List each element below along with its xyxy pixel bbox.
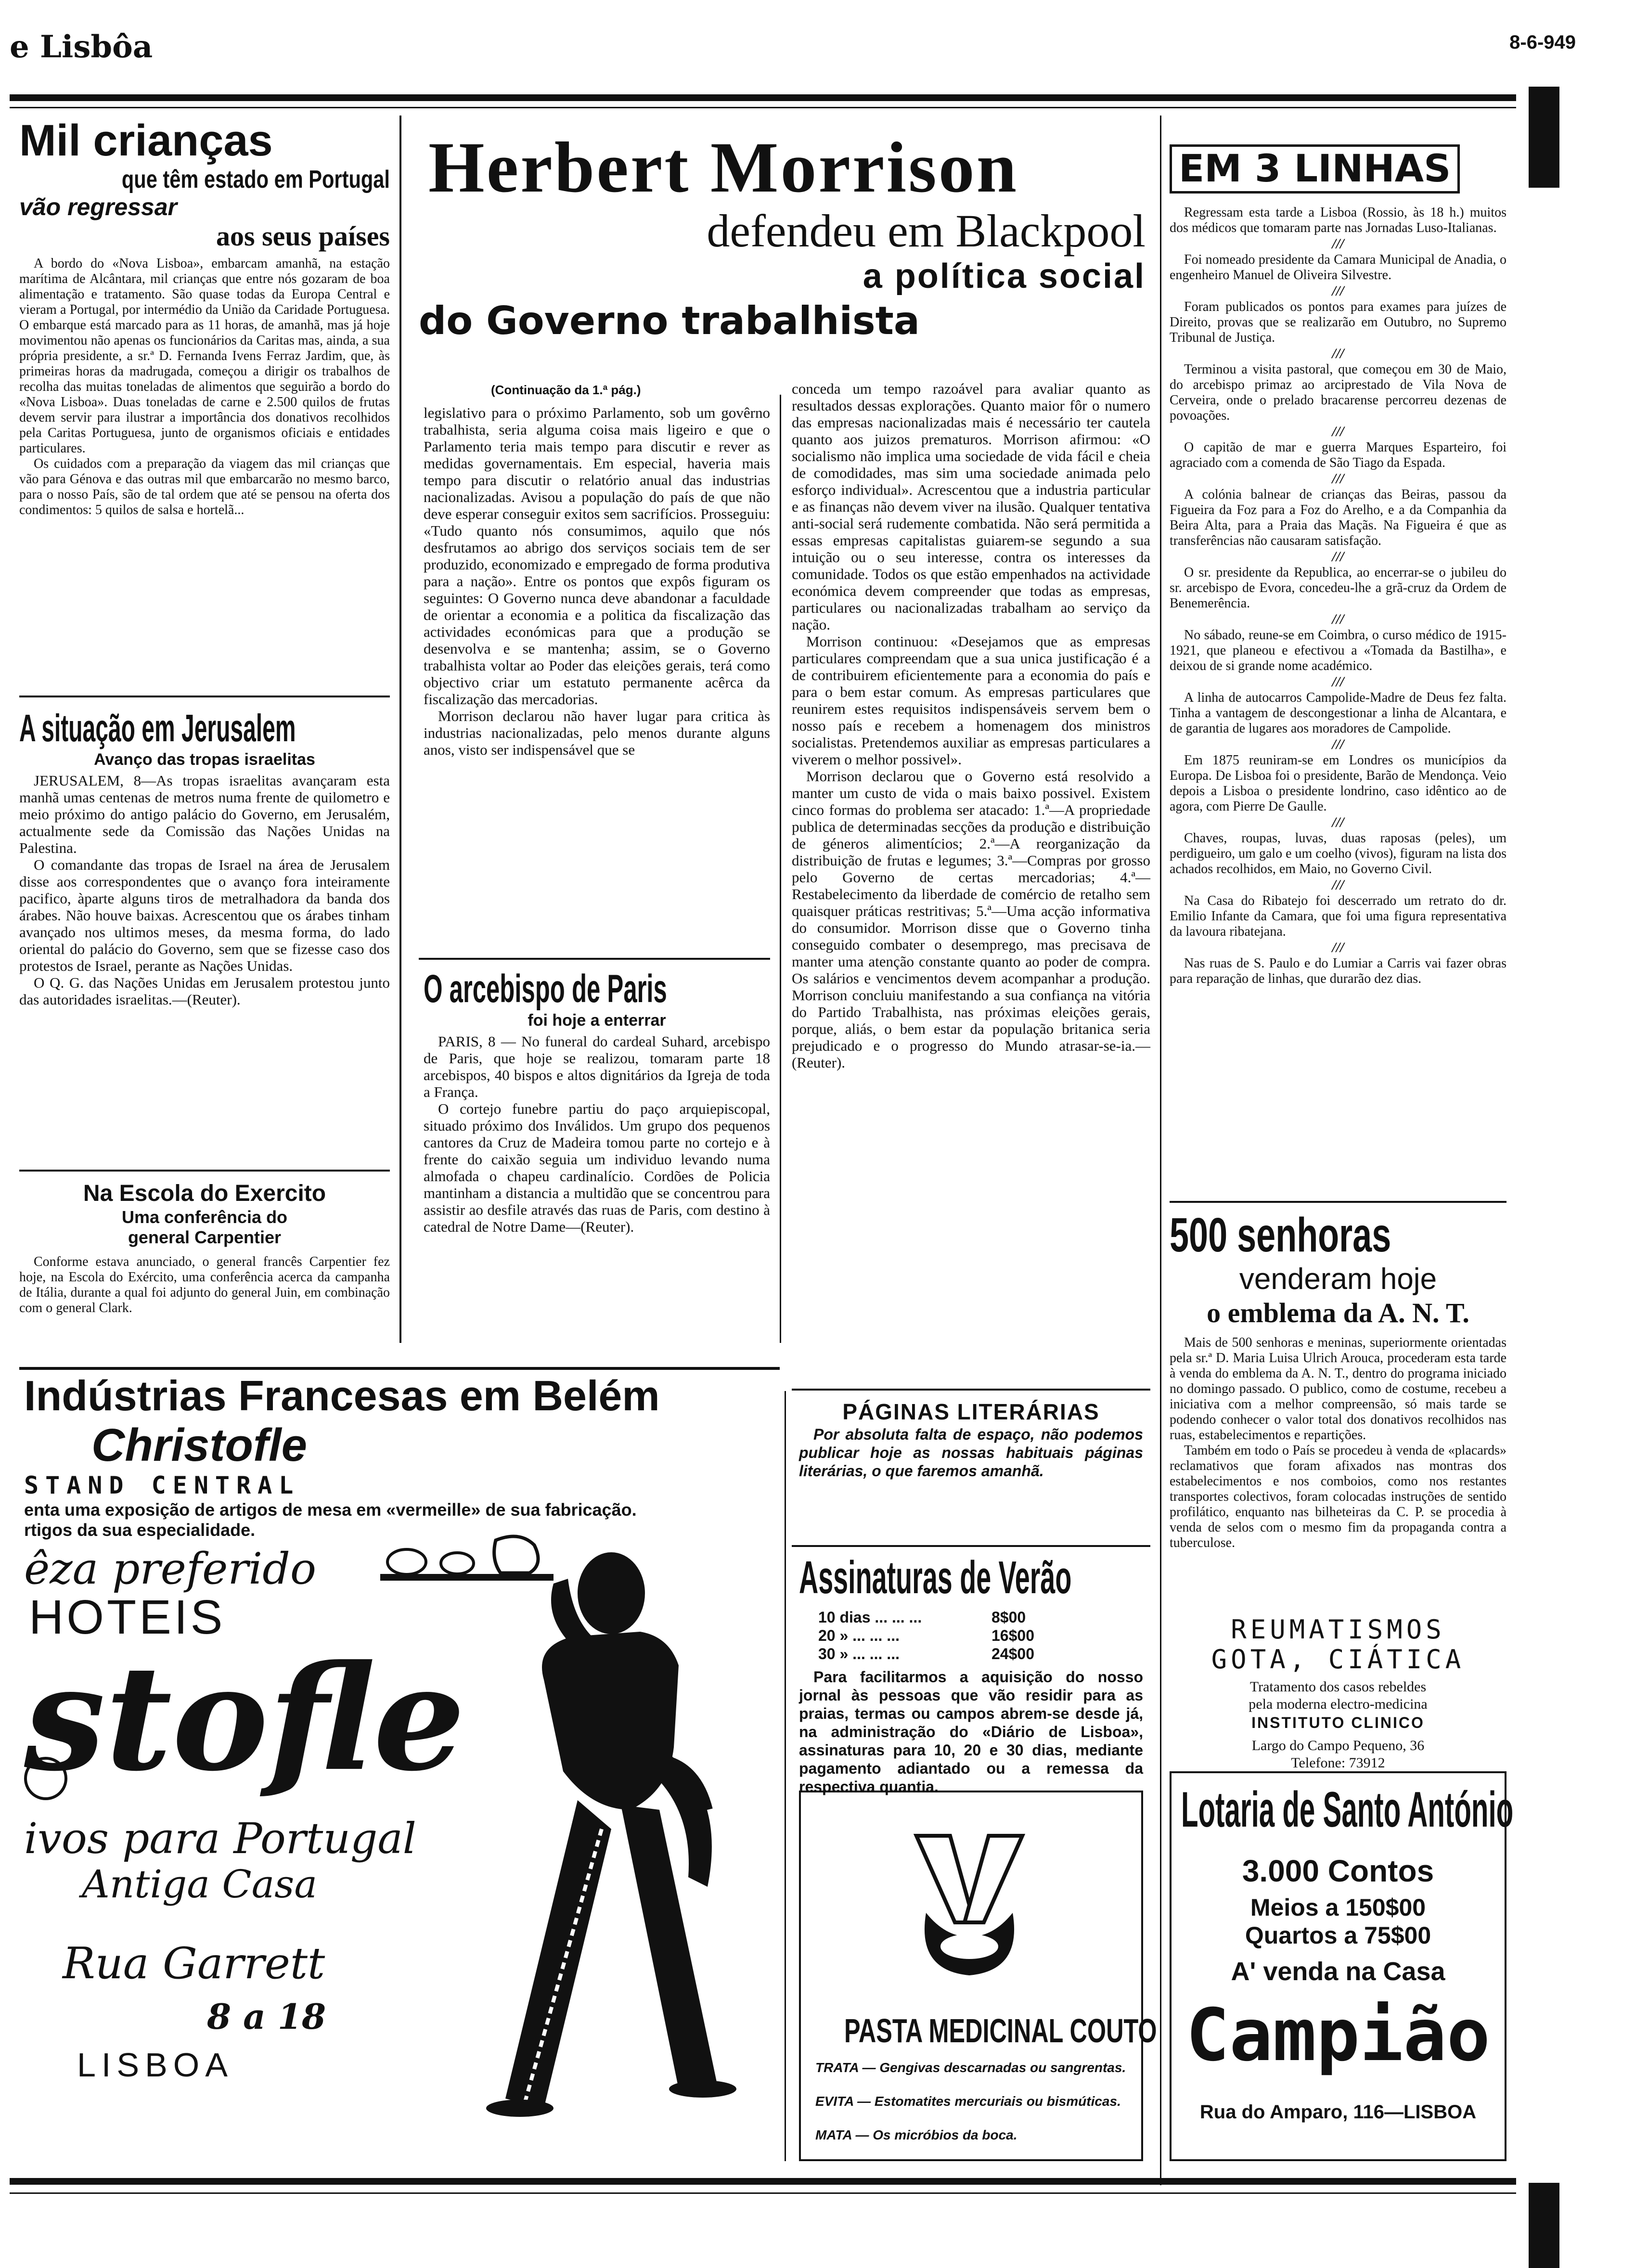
assinaturas-title: Assinaturas de Verão: [799, 1552, 1072, 1603]
assinaturas-price: 16$00: [991, 1627, 1034, 1644]
jerusalem-article: [19, 707, 390, 1008]
christofle-line1: enta uma exposição de artigos de mesa em «vermeille» de sua fabricação.: [24, 1500, 637, 1520]
morrison-sub1: defendeu em Blackpool: [707, 205, 1146, 257]
lotaria-ad: [1170, 1771, 1514, 2161]
christofle-brand: Christofle: [91, 1419, 308, 1471]
reumatismos-phone: Telefone: 73912: [1291, 1755, 1385, 1771]
em3linhas-item: Na Casa do Ribatejo foi descerrado um retrato do dr. Emilio Infante da Camara, que foi uma figura representativa da lavoura ribatejana.: [1170, 893, 1506, 939]
assinaturas-top-rule: [792, 1545, 1150, 1547]
christofle-address2: 8 a 18: [207, 1996, 326, 2037]
em3linhas-separator: ///: [1332, 877, 1344, 893]
pasta-line1: TRATA — Gengivas descarnadas ou sangrentas.: [815, 2060, 1126, 2075]
assinaturas-row: [818, 1645, 1143, 1663]
escola-title: Na Escola do Exercito: [83, 1181, 326, 1206]
pasta-title: PASTA MEDICINAL COUTO: [844, 2012, 1157, 2049]
senhoras-sub1: venderam hoje: [1239, 1263, 1437, 1296]
assinaturas-period: 30 » ... ... ...: [818, 1645, 900, 1662]
escola-subtitle: Uma conferência do general Carpentier: [121, 1207, 288, 1247]
morrison-sub2: a política social: [863, 257, 1146, 296]
em3linhas-item: Terminou a visita pastoral, que começou em 30 de Maio, do arcebispo primaz ao arciprestado de Vila Nova de Cerveira, onde o prelado bracarense percorreu dezenas de povoações.: [1170, 362, 1506, 423]
morrison-col2c-text: Morrison declarou que o Governo está resolvido a manter um custo de vida o mais baixo possivel. Existem cinco formas do problema ser atacado: 1.ª—A propriedade publica de determinadas secções da produção e distribuição de géneros alimentícios; 2.ª—A reorganização da distribuição de frutas e legumes; 3.ª—Compras por grosso pelo Governo de certas mercadorias; 4.ª—Restabelecimento da liberdade de comércio de retalho sem quaisquer práticas restritivas; 5.ª—Uma acção informativa do consumidor. Morrison disse que o Governo tinha conseguido combater o desemprego, mas precisava de manter uma atenção constante quanto ao poder de compra. Os salários e vencimentos devem acompanhar a produção. Morrison concluiu manifestando a sua confiança na vitória do Partido Trabalhista, nas próximas eleições gerais, porque, aliás, o bem estar da população britanica seria prejudicado e o progresso do Mundo atrasar-se-ia.—(Reuter).: [792, 768, 1150, 1071]
lotaria-casa: Campião: [1185, 1994, 1491, 2077]
mil-criancas-body2: Os cuidados com a preparação da viagem das mil crianças que vão para Génova e das outras mil que embarcarão no mesmo barco, para o nosso País, são de tal ordem que até se pensou na oferta dos condimentos: 5 quilos de salsa e hortelã...: [19, 456, 390, 517]
em3linhas-item: A linha de autocarros Campolide-Madre de Deus fez falta. Tinha a vantagem de descongestionar a linha de Alcantara, e de garantia de lugares aos moradores de Campolide.: [1170, 690, 1506, 736]
assinaturas-body: Para facilitarmos a aquisição do nosso jornal às pessoas que vão residir para as praias, termas ou campos abrem-se desde já, na administração do «Diário de Lisboa», assinaturas para 10, 20 e 30 dias, mediante pagamento adiantado ou a remessa da respectiva quantia.: [799, 1668, 1143, 1795]
arcebispo-body: PARIS, 8 — No funeral do cardeal Suhard, arcebispo de Paris, que hoje se realizou, tomaram parte 18 arcebispos, 40 bispos e altos dignitários da Igreja de toda a França.: [424, 1033, 770, 1100]
assinaturas-row: [818, 1626, 1143, 1645]
em3linhas-item: Nas ruas de S. Paulo e do Lumiar a Carris vai fazer obras para reparação de linhas, que durarão dez dias.: [1170, 956, 1506, 986]
arcebispo-subtitle: foi hoje a enterrar: [528, 1011, 666, 1030]
jerusalem-body: JERUSALEM, 8—As tropas israelitas avançaram esta manhã umas centenas de metros numa frente de quilometro e meio próximo do antigo palácio do Governo, em Jerusalém, actualmente sede da Comissão das Nações Unidas na Palestina.: [19, 772, 390, 856]
em3linhas-separator: ///: [1332, 283, 1344, 299]
bottom-rule: [10, 2178, 1516, 2185]
em3linhas-separator: ///: [1332, 611, 1344, 627]
right-edge-tab-bottom: [1529, 2183, 1559, 2268]
assinaturas-price: 8$00: [991, 1609, 1026, 1626]
column-rule-3: [780, 395, 781, 1343]
senhoras-sub2: o emblema da A. N. T.: [1207, 1297, 1469, 1328]
column-rule-1: [399, 116, 401, 1343]
em3linhas-item: Em 1875 reuniram-se em Londres os municípios da Europa. De Lisboa foi o presidente, Barão de Mendonça. Veio depois a Lisboa o presidente londrino, caso idêntico ao de agora, com Pierre De Gaulle.: [1170, 753, 1506, 814]
hand-peace-icon: [897, 1826, 1042, 1985]
senhoras-top-rule: [1170, 1201, 1506, 1203]
morrison-col2: [792, 380, 1150, 1071]
lotaria-title: Lotaria de Santo António: [1181, 1782, 1514, 1838]
arcebispo-body2: O cortejo funebre partiu do paço arquiepiscopal, situado próximo dos Inválidos. Um grupo dos pequenos cantores da Cruz de Madeira tomou parte no cortejo e à frente do caixão seguia um individuo levando numa almofada o chapeu cardinalício. Cordões de Policia mantinham a distancia a multidão que se concentrou para assistir ao desfile através das ruas de Paris, com destino à catedral de Notre Dame—(Reuter).: [424, 1100, 770, 1235]
lotaria-quartos: Quartos a 75$00: [1245, 1922, 1431, 1949]
mil-criancas-subtitle2: vão regressar: [19, 193, 178, 220]
top-rule-thin: [10, 107, 1516, 108]
pasta-line2: EVITA — Estomatites mercuriais ou bismúticas.: [815, 2094, 1121, 2109]
em3linhas-item: Foram publicados os pontos para exames para juízes de Direito, provas que se realizarão em Outubro, no Supremo Tribunal de Justiça.: [1170, 299, 1506, 345]
assinaturas-period: 20 » ... ... ...: [818, 1627, 900, 1644]
em3linhas-item: Regressam esta tarde a Lisboa (Rossio, às 18 h.) muitos dos médicos que tomaram parte nas Jornadas Luso-Italianas.: [1170, 205, 1506, 235]
em3linhas-items: [1170, 205, 1506, 987]
em3linhas-separator: ///: [1332, 736, 1344, 752]
senhoras-body2: Também em todo o País se procedeu à venda de «placards» reclamativos que foram afixados nas montras dos estabelecimentos e nos comboios, como nos restantes transportes colectivos, foram colocadas instruções de sentido profilático, enquanto nas bilheteiras da C. P. se procedia à venda de selos com o mesmo fim da propaganda contra a tuberculose.: [1170, 1443, 1506, 1550]
escola-body: Conforme estava anunciado, o general francês Carpentier fez hoje, na Escola do Exército, uma conferência acerca da campanha de Itália, durante a qual foi adjunto do general Juin, em combinação com o general Clark.: [19, 1254, 390, 1315]
mil-criancas-subtitle1: que têm estado em Portugal: [121, 166, 390, 193]
escola-top-rule: [19, 1170, 390, 1172]
assinaturas-article: [799, 1552, 1143, 1796]
column-rule-4: [785, 1391, 786, 2161]
arcebispo-top-rule: [419, 958, 770, 960]
mil-criancas-body: A bordo do «Nova Lisboa», embarcam amanhã, na estação marítima de Alcântara, mil crianças que entre nós gozaram de boa alimentação e tratamento. São quase todas da Europa Central e vieram a Portugal, por intermédio da União da Caridade Portuguesa. O embarque está marcado para as 11 horas, de amanhã, mas já hoje movimentou não apenas os funcionários da Caritas mas, ainda, a sua própria presidente, a sr.ª D. Fernanda Ivens Ferraz Jardim, que, às primeiras horas da madrugada, começou a dirigir os trabalhos de recolha das muitas toneladas de alimentos que seguirão a bordo do «Nova Lisboa». Duas toneladas de carne e 2.500 quilos de frutas devem servir para ilustrar a importância dos donativos recolhidos pela Caritas Portuguesa, junto de organismos oficiais e entidades particulares.: [19, 256, 390, 456]
jerusalem-subtitle: Avanço das tropas israelitas: [94, 750, 315, 769]
masthead-date: 8-6-949: [1509, 32, 1576, 53]
morrison-col1: [424, 404, 770, 758]
christofle-stand: STAND CENTRAL: [24, 1471, 300, 1499]
morrison-headline: [419, 129, 1150, 343]
lotaria-meios: Meios a 150$00: [1250, 1894, 1426, 1921]
em3linhas-separator: ///: [1332, 814, 1344, 830]
christofle-script3: ivos para Portugal: [24, 1814, 416, 1863]
christofle-emblem-icon: [24, 1757, 67, 1800]
em3linhas-separator: ///: [1332, 940, 1344, 955]
reumatismos-line2: pela moderna electro-medicina: [1249, 1696, 1428, 1712]
waiter-illustration: [361, 1521, 775, 2156]
bottom-rule-thin: [10, 2192, 1516, 2194]
em3linhas-separator: ///: [1332, 674, 1344, 690]
em3linhas-separator: ///: [1332, 549, 1344, 565]
christofle-top-rule: [19, 1367, 780, 1370]
christofle-script1: êza preferido: [24, 1544, 317, 1594]
morrison-continuation: (Continuação da 1.ª pág.): [491, 383, 641, 397]
paginas-article: [799, 1398, 1143, 1480]
lotaria-address: Rua do Amparo, 116—LISBOA: [1199, 2101, 1477, 2123]
christofle-script4: Antiga Casa: [82, 1862, 318, 1907]
mil-criancas-subtitle3: aos seus países: [216, 220, 390, 252]
jerusalem-body3: O Q. G. das Nações Unidas em Jerusalem protestou junto das autoridades israelitas.—(Reuter).: [19, 974, 390, 1008]
reumatismos-title2: GOTA, CIÁTICA: [1211, 1644, 1465, 1675]
reumatismos-title1: REUMATISMOS: [1231, 1614, 1445, 1645]
top-rule: [10, 94, 1516, 101]
mil-criancas-article: [19, 116, 390, 518]
paginas-body: Por absoluta falta de espaço, não podemos publicar hoje as nossas habituais páginas literárias, o que faremos amanhã.: [799, 1426, 1143, 1480]
assinaturas-row: [818, 1608, 1143, 1626]
em3linhas-separator: ///: [1332, 424, 1344, 439]
reumatismos-line1: Tratamento dos casos rebeldes: [1249, 1679, 1427, 1695]
column-rule-2: [1160, 116, 1161, 2185]
reumatismos-clinic: INSTITUTO CLINICO: [1251, 1714, 1425, 1731]
assinaturas-price: 24$00: [991, 1645, 1034, 1662]
mil-criancas-title: Mil crianças: [19, 116, 273, 165]
em3linhas-item: O sr. presidente da Republica, ao encerrar-se o jubileu do sr. arcebispo de Evora, concedeu-lhe a grã-cruz da Ordem de Benemerência.: [1170, 565, 1506, 611]
jerusalem-top-rule: [19, 696, 390, 697]
jerusalem-title: A situação em Jerusalem: [19, 707, 296, 749]
assinaturas-rows: [799, 1608, 1143, 1663]
morrison-col1b-text: Morrison declarou não haver lugar para critica às industrias nacionalizadas, pelo menos durante alguns anos, visto ser indispensável que se: [424, 708, 770, 758]
christofle-ad: [24, 1372, 775, 2161]
christofle-line2: rtigos da sua especialidade.: [24, 1520, 256, 1540]
arcebispo-title: O arcebispo de Paris: [424, 967, 667, 1011]
pasta-line3: MATA — Os micróbios da boca.: [815, 2127, 1017, 2142]
christofle-city: LISBOA: [77, 2046, 233, 2084]
morrison-col1-text: legislativo para o próximo Parlamento, sob um govêrno trabalhista, seria alguma coisa mais ligeiro e que o Parlamento teria mais tempo para discutir e rever as medidas governamentais. Em especial, haveria mais tempo para discutir o relatório anual das industrias nacionalizadas. Avisou a população do país de que não deve esperar conseguir exitos sem sacrifícios. Prosseguiu: «Tudo quanto nós consumimos, aquilo que nós desfrutamos ao abrigo dos serviços sociais tem de ser produzido, economizado e empregado de forma produtiva para a nação». Entre os pontos que expôs figuram os seguintes: O Governo nunca deve abandonar a faculdade de orientar a economia e a politica da fiscalização das actividades económicas para que a produção se desenvolva e se mantenha; assim, se o Governo trabalhista voltar ao Poder das eleições gerais, terá como objectivo criar um estatuto permanente acêrca da fiscalização das mercadorias.: [424, 404, 770, 708]
em3linhas-item: A colónia balnear de crianças das Beiras, passou da Figueira da Foz para a Foz do Arelho, e a da Companhia da Beira Alta, para a Praia das Maçãs. Na Figueira é que as transferências não causaram satisfação.: [1170, 487, 1506, 548]
reumatismos-address: Largo do Campo Pequeno, 36: [1251, 1738, 1425, 1753]
christofle-address: Rua Garrett: [63, 1938, 325, 1989]
senhoras-article: [1170, 1208, 1506, 1551]
christofle-script2: HOTEIS: [29, 1590, 226, 1644]
em3linhas-separator: ///: [1332, 236, 1344, 252]
em3linhas-item: No sábado, reune-se em Coimbra, o curso médico de 1915-1921, que planeou e efectivou a «Tomada da Bastilha», e deixou de si grande nome académico.: [1170, 628, 1506, 673]
assinaturas-period: 10 dias ... ... ...: [818, 1609, 922, 1626]
em3linhas-item: Chaves, roupas, luvas, duas raposas (peles), um perdigueiro, um galo e um coelho (vivos), figuram na lista dos achados recolhidos, em Maio, no Governo Civil.: [1170, 831, 1506, 876]
right-edge-tab-top: [1529, 87, 1559, 188]
paginas-top-rule: [792, 1389, 1150, 1391]
pasta-ad: [799, 1791, 1157, 2161]
senhoras-body: Mais de 500 senhoras e meninas, superiormente orientadas pela sr.ª D. Maria Luisa Ulrich Arouca, procederam esta tarde à venda do emblema da A. N. T., dentro do programa iniciado no domingo passado. O publico, como de costume, recebeu a iniciativa com a melhor compreensão, só mais tarde se podendo conhecer o valor total dos donativos recolhidos nas ruas, estabelecimentos e repartições.: [1170, 1335, 1506, 1443]
morrison-col2b-text: Morrison continuou: «Desejamos que as empresas particulares compreendam que a sua unica justificação é a de contribuirem eficientemente para a economia do país e para o bem estar comum. As empresas particulares que reunirem estes requisitos indispensáveis servem bem o nosso país e recebem a homenagem dos ministros socialistas. Pretendemos auxiliar as empresas particulares a viverem o melhor possivel».: [792, 633, 1150, 768]
escola-article: [19, 1180, 390, 1316]
morrison-sub3: do Governo trabalhista: [419, 298, 920, 343]
lotaria-venda: A' venda na Casa: [1231, 1957, 1445, 1986]
christofle-logo: stofle: [24, 1633, 465, 1803]
em3linhas-title: EM 3 LINHAS: [1170, 144, 1460, 193]
christofle-title: Indústrias Francesas em Belém: [24, 1372, 660, 1419]
lotaria-amount: 3.000 Contos: [1242, 1854, 1434, 1888]
morrison-col2-text: conceda um tempo razoável para avaliar quanto as resultados dessas explorações. Quanto maior fôr o numero das empresas nacionalizadas mais é necessário ter cautela quanto aos juizos prematuros. Morrison afirmou: «O socialismo não implica uma sociedade de vida fácil e cheia de comodidades, mas sim uma sociedade animada pelo esforço individual». Acrescentou que a industria particular e as finanças não devem viver na ilusão. Qualquer tentativa anti-social será rudemente combatida. Não será permitida a essas empresas capitalistas guiarem-se segundo a sua intuição ou o seu interesse, contra os interesses da comunidade. Todos os que estão empenhados na actividade económica devem compreender que todas as empresas, particulares ou nacionalizadas trabalham ao serviço da nação.: [792, 380, 1150, 633]
senhoras-title: 500 senhoras: [1170, 1208, 1391, 1262]
reumatismos-ad: [1179, 1615, 1497, 1772]
masthead-title: e Lisbôa: [10, 29, 153, 65]
em3linhas-item: Foi nomeado presidente da Camara Municipal de Anadia, o engenheiro Manuel de Oliveira Silvestre.: [1170, 252, 1506, 283]
jerusalem-body2: O comandante das tropas de Israel na área de Jerusalem disse aos correspondentes que o avanço fora inteiramente pacifico, àparte alguns tiros de metralhadora da banda dos árabes. Não houve baixas. Acrescentou que os árabes tinham avançado nos ultimos meses, da mesma forma, do lado oriental do palácio do Governo, sem que se fizesse caso dos protestos de Israel, perante as Nações Unidas.: [19, 856, 390, 974]
em3linhas-separator: ///: [1332, 471, 1344, 487]
arcebispo-article: [424, 967, 770, 1235]
morrison-title: Herbert Morrison: [428, 128, 1019, 207]
em3linhas-item: O capitão de mar e guerra Marques Esparteiro, foi agraciado com a comenda de São Tiago da Espada.: [1170, 440, 1506, 470]
em3linhas-section: [1170, 144, 1506, 987]
em3linhas-separator: ///: [1332, 346, 1344, 361]
paginas-title: PÁGINAS LITERÁRIAS: [842, 1399, 1100, 1424]
